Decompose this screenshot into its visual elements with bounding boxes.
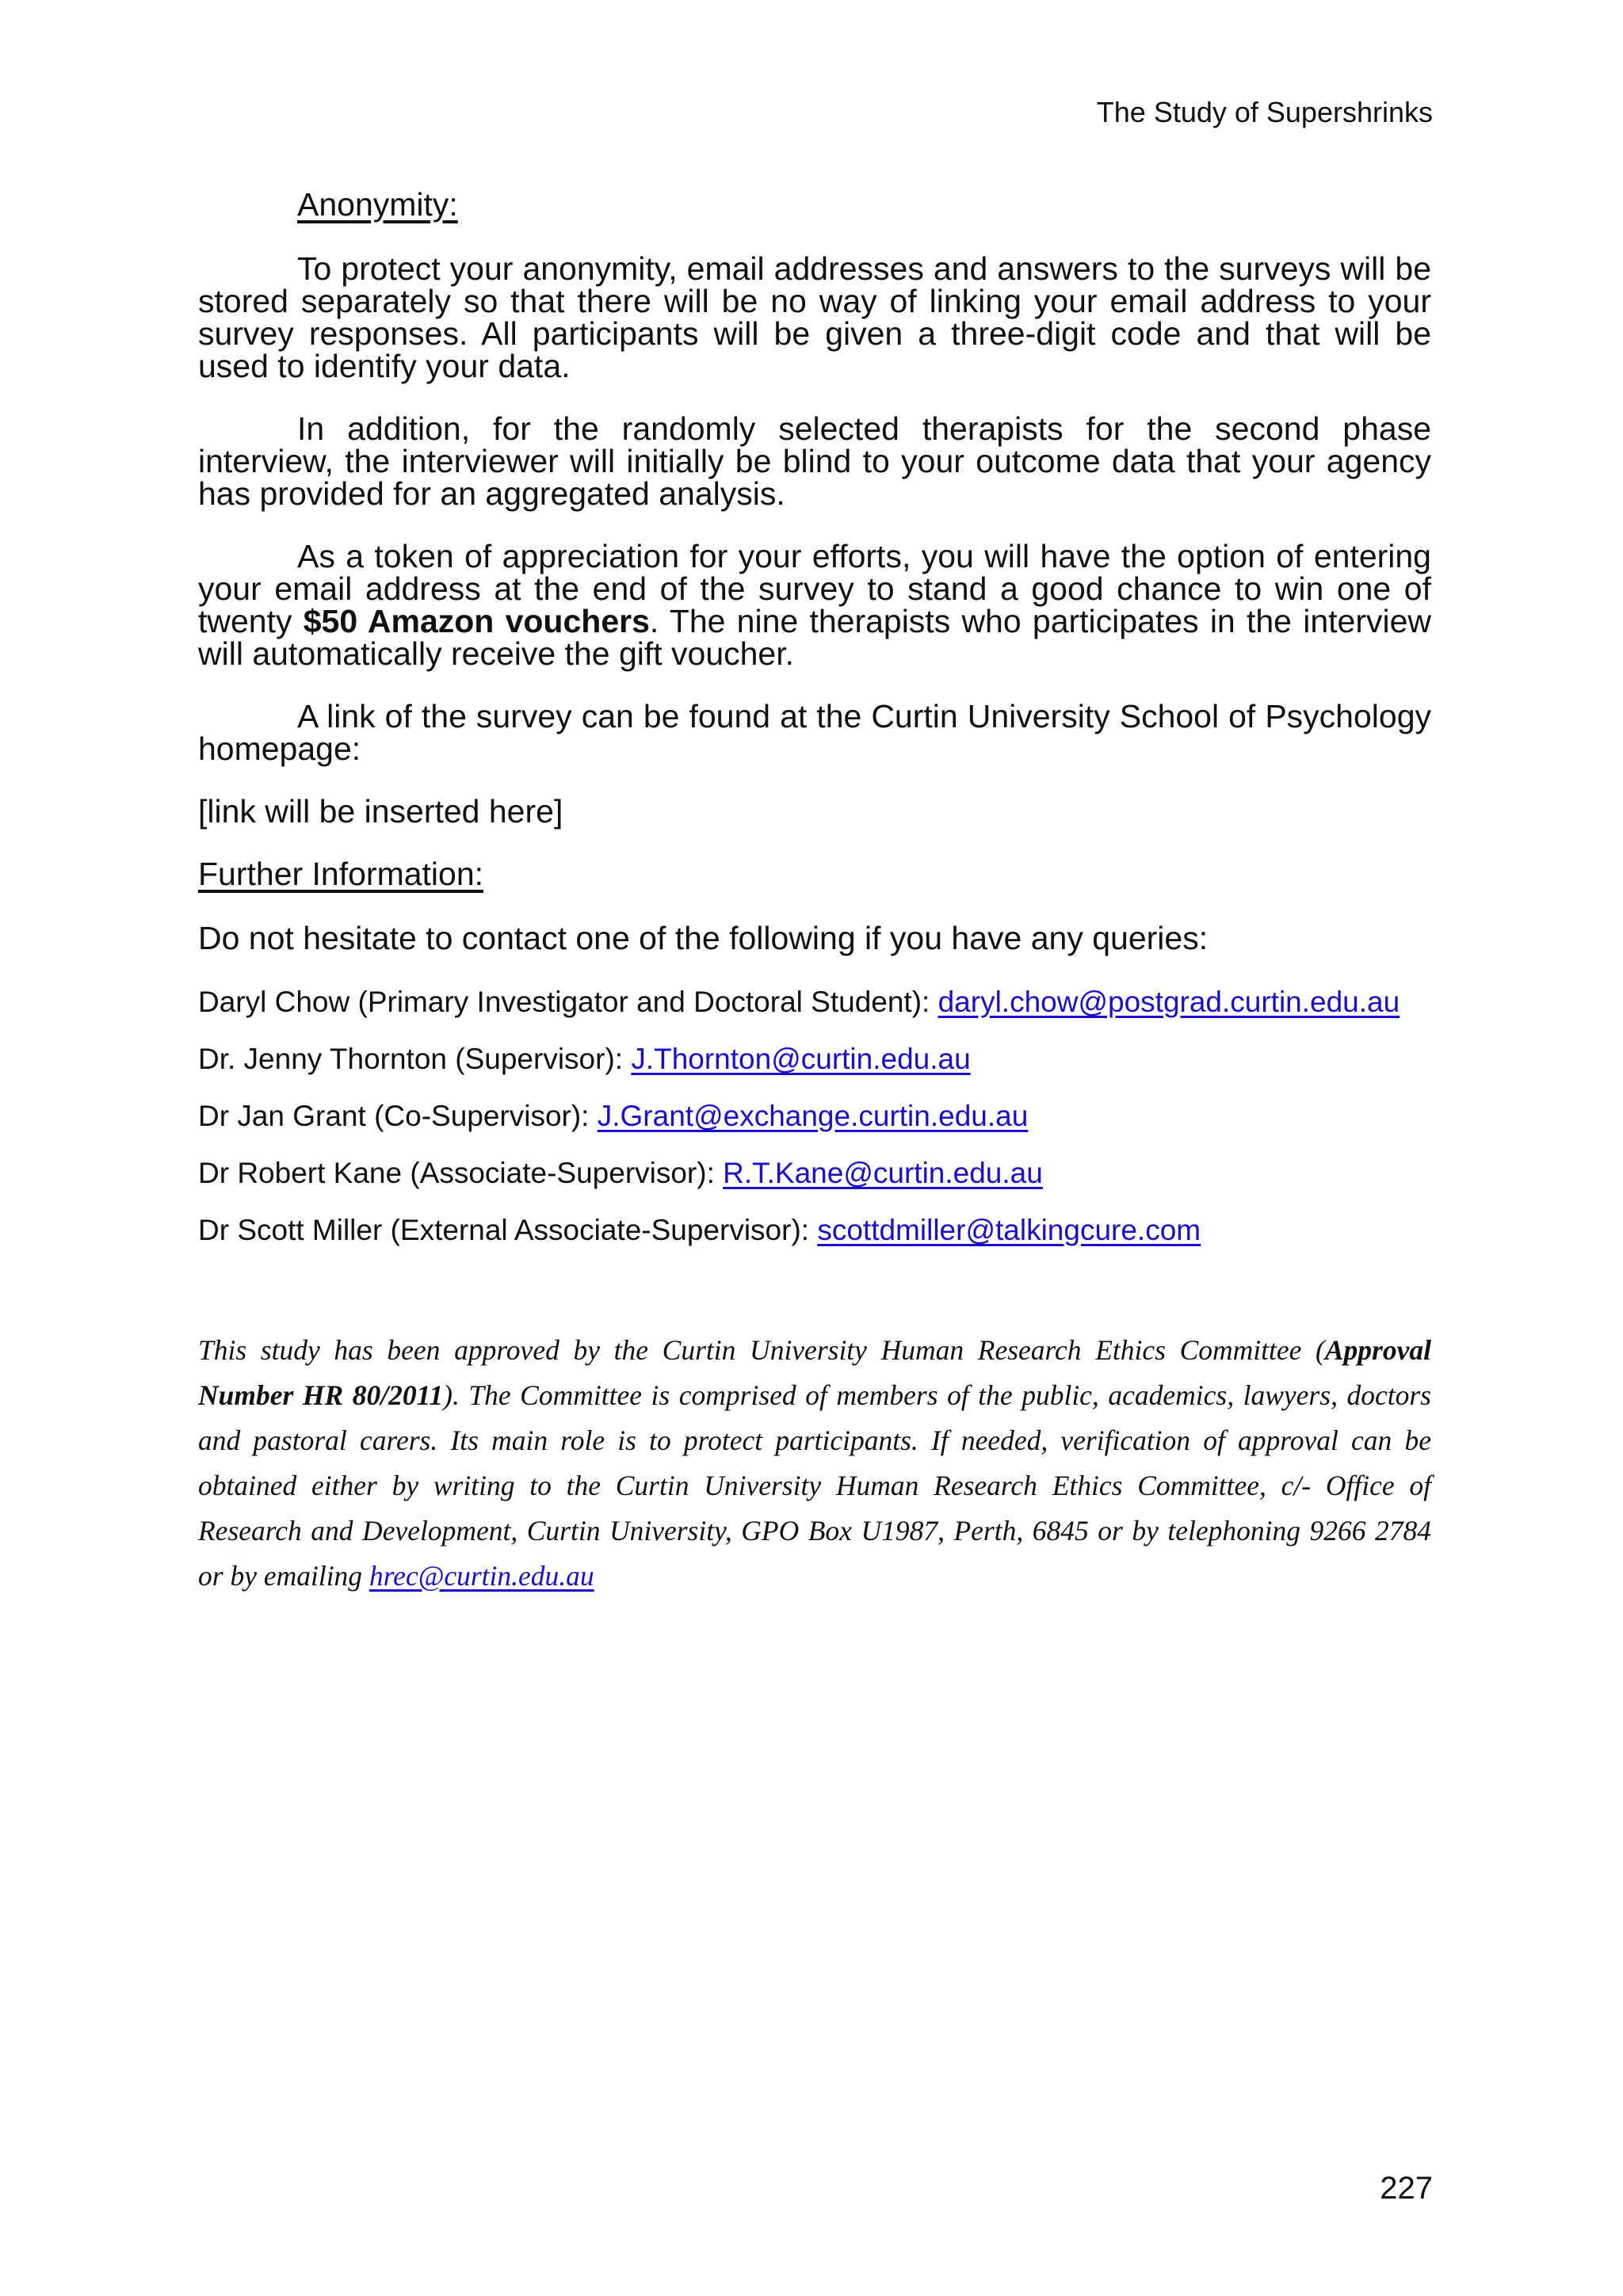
- link-placeholder: [link will be inserted here]: [198, 793, 563, 830]
- ethics-approval-statement: [198, 1328, 1431, 1599]
- contact-list: [198, 985, 1431, 1248]
- contact-item: [198, 985, 1431, 1020]
- ethics-text-end: ). The Committee is comprised of members of the public, academics, lawyers, doctors and pastoral carers. Its main role is to protect participants. If needed, verification of approval can be obtained either by writing to the Curtin University Human Research Ethics Committee, c/- Office of Research and Development, Curtin University, GPO Box U1987, Perth, 6845 or by telephoning 9266 2784 or by emailing: [198, 1379, 1431, 1592]
- contact-email-link[interactable]: scottdmiller@talkingcure.com: [817, 1214, 1201, 1246]
- contact-item: [198, 1099, 1431, 1134]
- further-information-heading: Further Information:: [198, 856, 484, 892]
- contact-item: [198, 1042, 1431, 1077]
- contact-email-link[interactable]: J.Thornton@curtin.edu.au: [631, 1043, 971, 1075]
- contact-label: Dr. Jenny Thornton (Supervisor):: [198, 1043, 632, 1075]
- running-header: The Study of Supershrinks: [1096, 96, 1433, 128]
- anonymity-paragraph-1: To protect your anonymity, email addresses and answers to the surveys will be stored separately so that there will be no way of linking your email address to your survey responses. All participants will be given a three-digit code and that will be used to identify your data.: [198, 250, 1431, 384]
- contact-label: Daryl Chow (Primary Investigator and Doctoral Student):: [198, 986, 938, 1018]
- contact-intro: Do not hesitate to contact one of the following if you have any queries:: [198, 920, 1209, 956]
- page-number: 227: [1380, 2171, 1433, 2206]
- contact-email-link[interactable]: J.Grant@exchange.curtin.edu.au: [597, 1100, 1029, 1132]
- ethics-text-start: This study has been approved by the Curtin University Human Research Ethics Committee (: [198, 1333, 1325, 1366]
- contact-email-link[interactable]: R.T.Kane@curtin.edu.au: [723, 1157, 1043, 1189]
- voucher-amount: $50 Amazon vouchers: [303, 603, 650, 639]
- contact-label: Dr Scott Miller (External Associate-Supervisor):: [198, 1214, 818, 1246]
- ethics-email-link[interactable]: hrec@curtin.edu.au: [369, 1559, 594, 1592]
- voucher-paragraph: [198, 540, 1431, 670]
- consent-body: [198, 186, 1432, 1270]
- contact-email-link[interactable]: daryl.chow@postgrad.curtin.edu.au: [938, 986, 1400, 1018]
- contact-label: Dr Jan Grant (Co-Supervisor):: [198, 1100, 598, 1132]
- survey-link-paragraph: A link of the survey can be found at the Curtin University School of Psychology homepage:: [198, 698, 1431, 767]
- anonymity-paragraph-2: In addition, for the randomly selected therapists for the second phase interview, the interviewer will initially be blind to your outcome data that your agency has provided for an aggregated analysis.: [198, 410, 1431, 512]
- anonymity-heading: Anonymity:: [297, 186, 458, 223]
- approval-number: Approval Number HR 80/2011: [198, 1333, 1431, 1411]
- contact-label: Dr Robert Kane (Associate-Supervisor):: [198, 1157, 724, 1189]
- voucher-text-start: As a token of appreciation for your efforts, you will have the option of entering your email address at the end of the survey to stand a good chance to win one of twenty: [198, 538, 1431, 639]
- contact-item: [198, 1156, 1431, 1191]
- voucher-text-end: . The nine therapists who participates in the interview will automatically receive the gift voucher.: [198, 603, 1432, 672]
- contact-item: [198, 1213, 1431, 1248]
